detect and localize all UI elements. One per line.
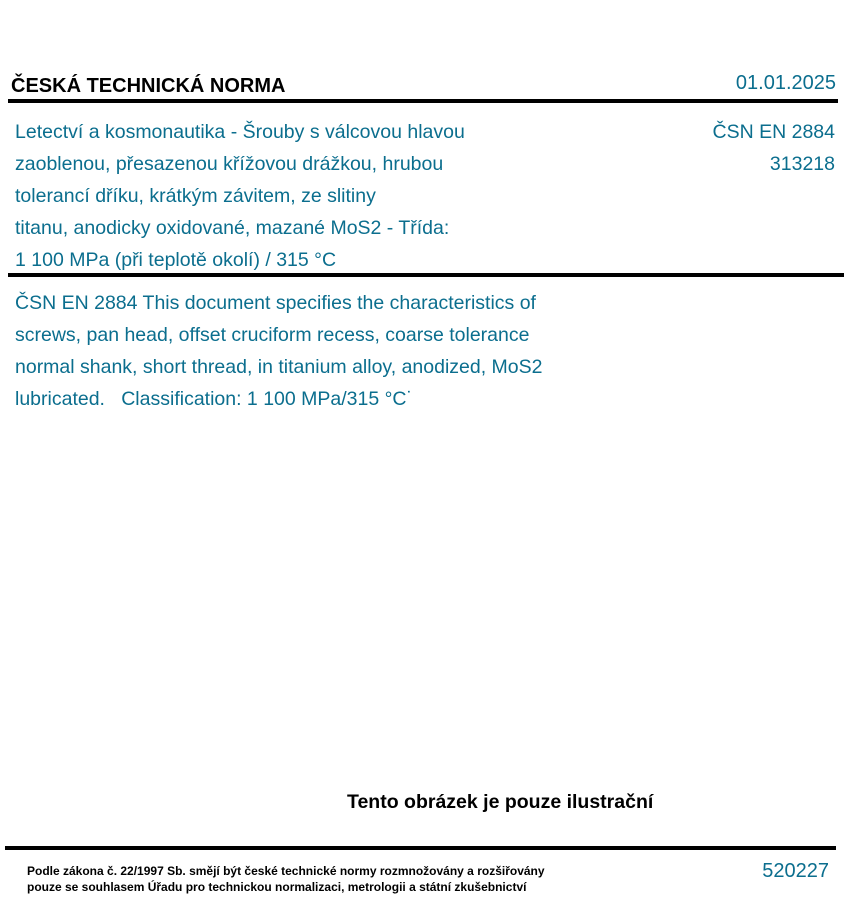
abstract-line: lubricated. Classification: 1 100 MPa/315 °C˙ — [15, 388, 413, 410]
abstract-line: normal shank, short thread, in titanium alloy, anodized, MoS2 — [15, 356, 543, 378]
abstract-line: screws, pan head, offset cruciform recess, coarse tolerance — [15, 324, 530, 346]
header-divider — [8, 99, 838, 103]
standard-title-line: Letectví a kosmonautika - Šrouby s válcovou hlavou — [15, 121, 465, 143]
document-code: 520227 — [762, 860, 829, 882]
legal-notice-line: Podle zákona č. 22/1997 Sb. smějí být české technické normy rozmnožovány a rozšiřovány — [27, 864, 545, 878]
standard-title-line: tolerancí dříku, krátkým závitem, ze slitiny — [15, 185, 376, 207]
standard-identifiers — [713, 116, 835, 180]
illustration-disclaimer: Tento obrázek je pouze ilustrační — [347, 791, 654, 813]
legal-notice-line: pouze se souhlasem Úřadu pro technickou normalizaci, metrologii a státní zkušebnictví — [27, 880, 527, 894]
abstract — [15, 287, 655, 415]
document-type-heading: ČESKÁ TECHNICKÁ NORMA — [11, 75, 286, 97]
title-divider — [8, 273, 844, 277]
standard-title — [15, 116, 615, 276]
footer-divider — [5, 846, 836, 850]
standard-title-line: zaoblenou, přesazenou křížovou drážkou, hrubou — [15, 153, 444, 175]
effective-date: 01.01.2025 — [735, 72, 836, 94]
standard-designation: ČSN EN 2884 — [712, 121, 835, 143]
classification-number: 313218 — [769, 153, 835, 175]
legal-notice — [27, 863, 545, 895]
standard-title-line: titanu, anodicky oxidované, mazané MoS2 - Třída: — [15, 217, 450, 239]
standard-title-line: 1 100 MPa (při teplotě okolí) / 315 °C — [15, 249, 337, 271]
abstract-line: ČSN EN 2884 This document specifies the characteristics of — [15, 292, 536, 314]
